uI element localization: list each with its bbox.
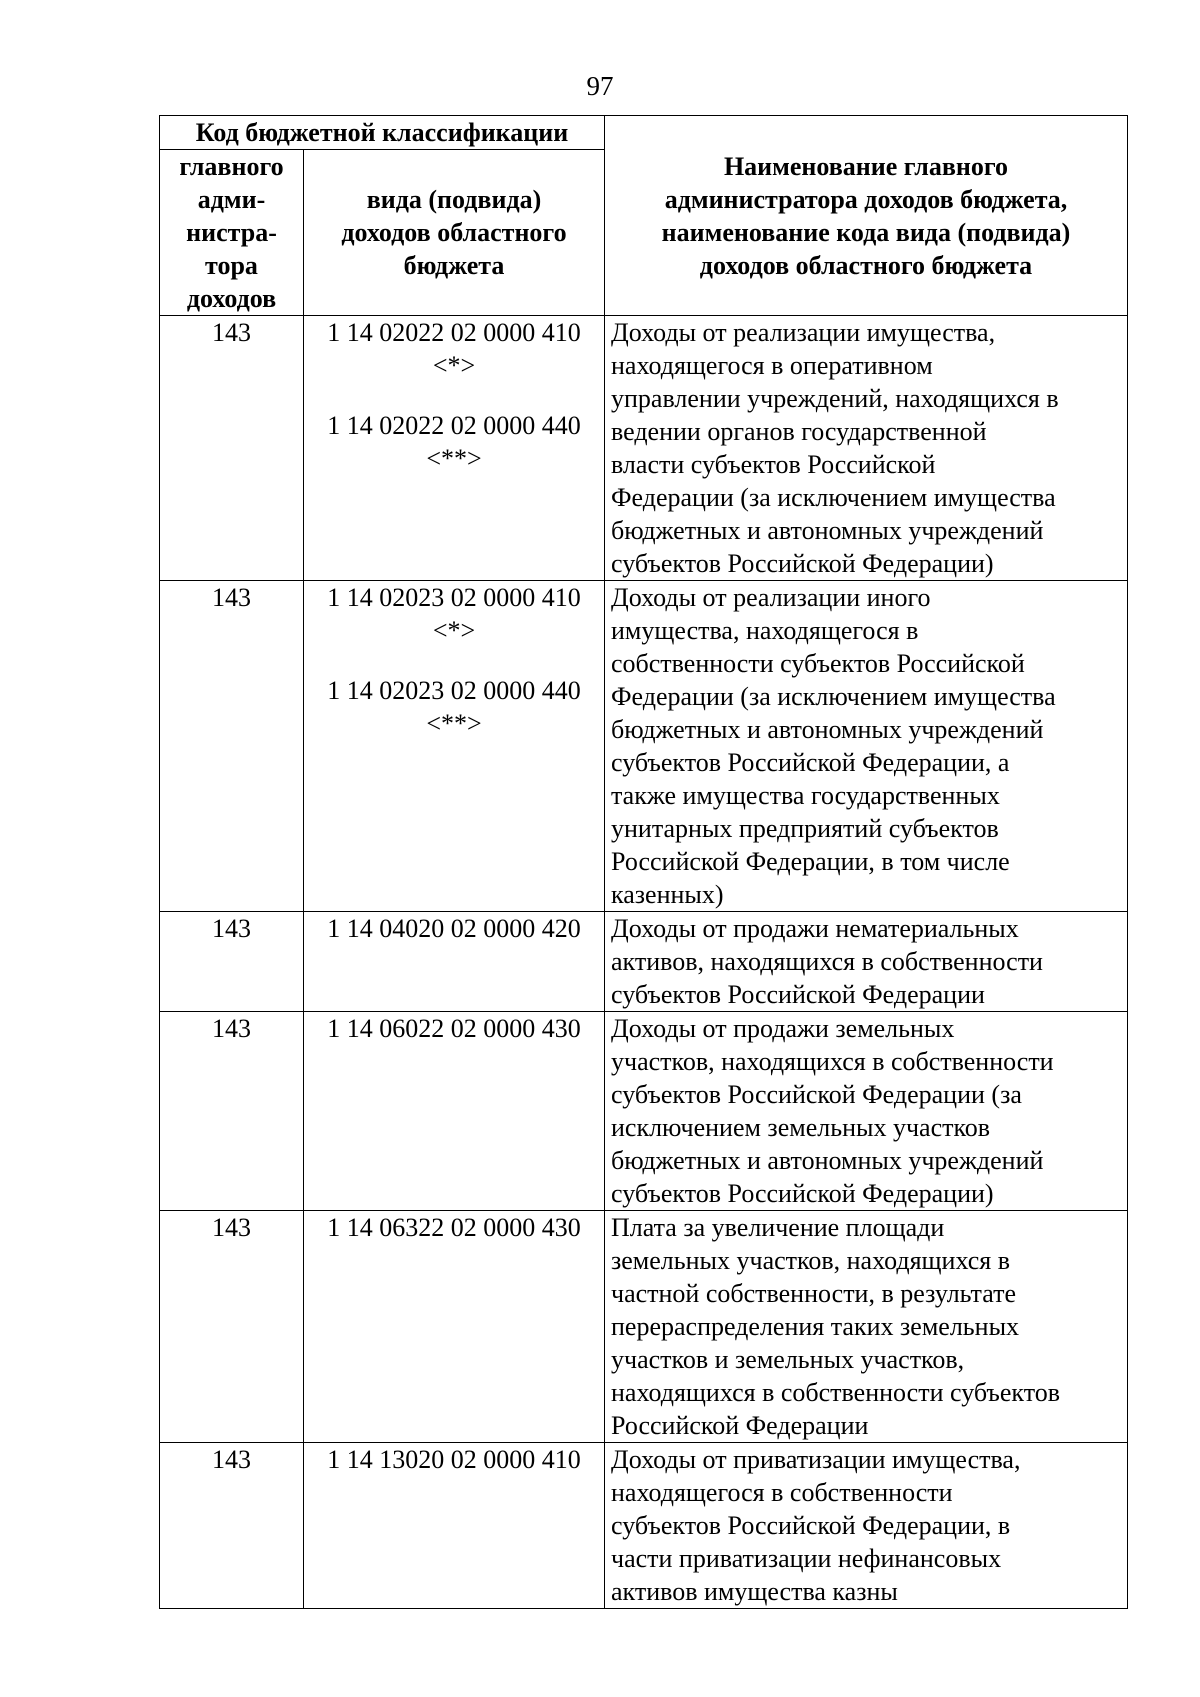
revenue-code-entry: [310, 581, 598, 647]
budget-classification-table: [159, 115, 1128, 1609]
description-line: бюджетных и автономных учреждений: [611, 516, 1044, 545]
header-line: тора: [205, 251, 258, 280]
description-line: субъектов Российской Федерации, в: [611, 1511, 1011, 1540]
description-line: находящегося в собственности: [611, 1478, 953, 1507]
header-line: адми-: [197, 185, 266, 214]
footnote-marker: <**>: [426, 444, 482, 473]
header-line: Наименование главного: [723, 151, 1009, 181]
header-line: доходов областного бюджета: [699, 250, 1033, 280]
description-line: казенных): [611, 880, 724, 909]
description-line: управлении учреждений, находящихся в: [611, 384, 1059, 413]
description-line: Плата за увеличение площади: [611, 1213, 945, 1242]
description-line: Доходы от продажи нематериальных: [611, 914, 1019, 943]
revenue-description-cell: [605, 1012, 1128, 1211]
description-line: Федерации (за исключением имущества: [611, 483, 1056, 512]
header-line: администратора доходов бюджета,: [664, 184, 1068, 214]
description-line: активов имущества казны: [611, 1577, 898, 1606]
revenue-code-entry: [310, 674, 598, 740]
admin-code-cell: 143: [160, 581, 304, 912]
description-line: бюджетных и автономных учреждений: [611, 715, 1044, 744]
revenue-code: 1 14 02022 02 0000 440: [327, 411, 581, 440]
description-line: частной собственности, в результате: [611, 1279, 1016, 1308]
page-number: 97: [586, 71, 614, 101]
table-row: [160, 316, 1128, 581]
header-line: вида (подвида): [366, 185, 542, 214]
description-line: находящихся в собственности субъектов: [611, 1378, 1060, 1407]
description-line: Доходы от реализации иного: [611, 583, 931, 612]
table-row: [160, 1012, 1128, 1211]
description-line: субъектов Российской Федерации): [611, 1179, 994, 1208]
description-line: Российской Федерации: [611, 1411, 869, 1440]
revenue-code-entry: [310, 1443, 598, 1476]
description-line: власти субъектов Российской: [611, 450, 936, 479]
description-line: участков и земельных участков,: [611, 1345, 965, 1374]
description-line: также имущества государственных: [611, 781, 1000, 810]
revenue-code-entry: [310, 1012, 598, 1045]
revenue-code-entry: [310, 912, 598, 945]
revenue-description-cell: [605, 581, 1128, 912]
description-line: бюджетных и автономных учреждений: [611, 1146, 1044, 1175]
revenue-code: 1 14 02022 02 0000 410: [327, 318, 581, 347]
description-line: Доходы от продажи земельных: [611, 1014, 955, 1043]
description-line: части приватизации нефинансовых: [611, 1544, 1002, 1573]
revenue-code-cell: [304, 581, 605, 912]
footnote-marker: <**>: [426, 709, 482, 738]
header-line: главного: [179, 152, 284, 181]
revenue-code: 1 14 06022 02 0000 430: [327, 1014, 581, 1043]
footnote-marker: <*>: [432, 616, 476, 645]
description-line: ведении органов государственной: [611, 417, 987, 446]
description-line: собственности субъектов Российской: [611, 649, 1025, 678]
revenue-code-cell: [304, 1443, 605, 1609]
revenue-description-cell: [605, 1443, 1128, 1609]
description-line: исключением земельных участков: [611, 1113, 991, 1142]
revenue-code: 1 14 06322 02 0000 430: [327, 1213, 581, 1242]
header-line: доходов областного: [341, 218, 567, 247]
footnote-marker: <*>: [432, 351, 476, 380]
description-line: субъектов Российской Федерации: [611, 980, 985, 1009]
description-line: Федерации (за исключением имущества: [611, 682, 1056, 711]
revenue-code-cell: [304, 912, 605, 1012]
description-line: субъектов Российской Федерации, а: [611, 748, 1010, 777]
revenue-code-entry: [310, 316, 598, 382]
header-line: наименование кода вида (подвида): [661, 217, 1071, 247]
revenue-code-cell: [304, 1211, 605, 1443]
description-line: субъектов Российской Федерации (за: [611, 1080, 1022, 1109]
revenue-code: 1 14 04020 02 0000 420: [327, 914, 581, 943]
table-row: [160, 912, 1128, 1012]
header-line: доходов: [186, 284, 277, 313]
description-line: участков, находящихся в собственности: [611, 1047, 1054, 1076]
header-line: бюджета: [403, 251, 505, 280]
table-body: [160, 316, 1128, 1609]
admin-column-header: [160, 150, 304, 316]
revenue-code: 1 14 02023 02 0000 410: [327, 583, 581, 612]
description-line: активов, находящихся в собственности: [611, 947, 1043, 976]
description-line: Российской Федерации, в том числе: [611, 847, 1010, 876]
admin-code-cell: 143: [160, 1012, 304, 1211]
table-header: [160, 116, 1128, 316]
revenue-code-cell: [304, 316, 605, 581]
code-column-header: [304, 150, 605, 316]
admin-code-cell: 143: [160, 1443, 304, 1609]
description-line: субъектов Российской Федерации): [611, 549, 994, 578]
name-column-header: [605, 116, 1128, 316]
revenue-description-cell: [605, 1211, 1128, 1443]
admin-code-cell: 143: [160, 1211, 304, 1443]
admin-code-cell: 143: [160, 912, 304, 1012]
description-line: имущества, находящегося в: [611, 616, 919, 645]
revenue-code-entry: [310, 409, 598, 475]
revenue-code-entry: [310, 1211, 598, 1244]
description-line: Доходы от реализации имущества,: [611, 318, 996, 347]
revenue-description-cell: [605, 316, 1128, 581]
revenue-code-cell: [304, 1012, 605, 1211]
revenue-code: 1 14 13020 02 0000 410: [327, 1445, 581, 1474]
description-line: унитарных предприятий субъектов: [611, 814, 999, 843]
table-row: [160, 1443, 1128, 1609]
header-line: нистра-: [186, 218, 277, 247]
revenue-code: 1 14 02023 02 0000 440: [327, 676, 581, 705]
description-line: Доходы от приватизации имущества,: [611, 1445, 1021, 1474]
budget-code-group-header: Код бюджетной классификации: [160, 116, 605, 150]
table-row: [160, 1211, 1128, 1443]
admin-code-cell: 143: [160, 316, 304, 581]
revenue-description-cell: [605, 912, 1128, 1012]
description-line: земельных участков, находящихся в: [611, 1246, 1010, 1275]
table-row: [160, 581, 1128, 912]
description-line: перераспределения таких земельных: [611, 1312, 1020, 1341]
description-line: находящегося в оперативном: [611, 351, 933, 380]
